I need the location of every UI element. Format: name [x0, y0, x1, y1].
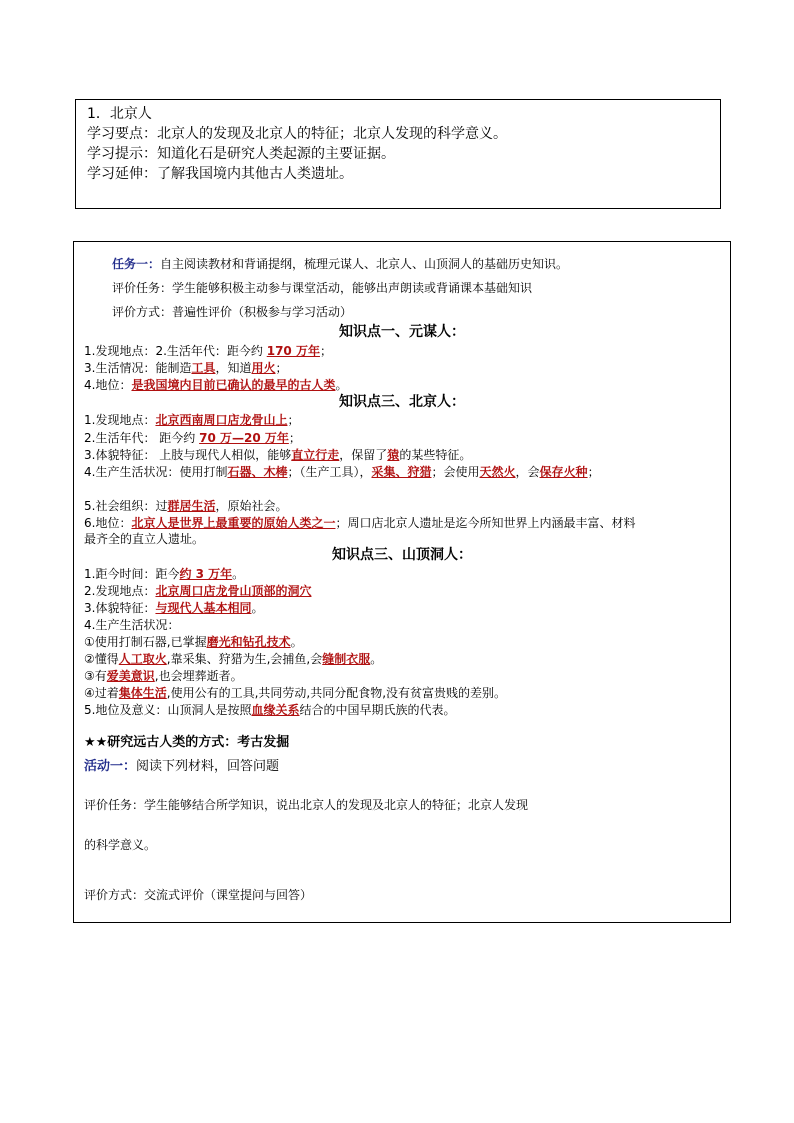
peking-line-5	[84, 498, 287, 514]
highlight: 磨光和钻孔技术	[206, 635, 291, 649]
text: ；	[319, 344, 332, 358]
lesson-title: 1．北京人	[87, 106, 152, 122]
cave-line-4: 4.生产生活状况：	[84, 618, 180, 632]
task-line	[112, 256, 568, 272]
text: 2.生活年代： 距今约	[84, 431, 200, 445]
highlight: 人工取火	[118, 652, 167, 666]
activity-eval-task-1: 评价任务：学生能够结合所学知识，说出北京人的发现及北京人的特征；北京人发现	[84, 798, 529, 812]
text: 。	[290, 635, 303, 649]
cave-line-5	[84, 634, 303, 650]
highlight: 血缘关系	[251, 703, 300, 717]
text: ；周口店北京人遗址是迄今所知世界上内涵最丰富、材料	[335, 516, 636, 530]
cave-line-3	[84, 600, 263, 616]
highlight: 70 万—20 万年	[199, 431, 289, 445]
text: 1.距今时间：距今	[84, 567, 180, 581]
highlight: 北京西南周口店龙骨山上	[155, 413, 288, 427]
cave-line-2	[84, 583, 311, 599]
section-heading-yuanmou: 知识点一、元谋人：	[339, 324, 465, 340]
task-eval-task: 评价任务：学生能够积极主动参与课堂活动，能够出声朗读或背诵课本基础知识	[112, 281, 533, 295]
learning-goals-box	[75, 99, 721, 209]
task-label: 任务一：	[112, 257, 161, 271]
text: ,靠采集、狩猎为生,会捕鱼,会	[166, 652, 323, 666]
text: 。	[370, 652, 383, 666]
activity-label: 活动一：	[84, 759, 137, 774]
highlight: 爱美意识	[106, 669, 155, 683]
highlight: 采集、狩猎	[371, 465, 432, 479]
highlight: 170 万年	[266, 344, 320, 358]
highlight: 用火	[251, 361, 276, 375]
learning-hint: 学习提示：知道化石是研究人类起源的主要证据。	[87, 146, 395, 162]
text: 3.体貌特征：	[84, 601, 156, 615]
task-eval-method: 评价方式：普遍性评价（积极参与学习活动）	[112, 305, 353, 319]
yuanmou-line-3	[84, 377, 347, 393]
activity-eval-method: 评价方式：交流式评价（课堂提问与回答）	[84, 888, 313, 902]
text: 2.发现地点：	[84, 584, 156, 598]
highlight: 北京周口店龙骨山顶部的洞穴	[155, 584, 312, 598]
cave-line-8	[84, 685, 506, 701]
highlight: 群居生活	[167, 499, 216, 513]
highlight: 与现代人基本相同	[155, 601, 252, 615]
text: 结合的中国早期氏族的代表。	[299, 703, 456, 717]
text: ，保留了	[339, 448, 388, 462]
activity-eval-task-2: 的科学意义。	[84, 838, 157, 852]
text: 4.地位：	[84, 378, 132, 392]
highlight: 石器、木棒	[227, 465, 288, 479]
peking-line-4	[84, 464, 600, 480]
text: 。	[335, 378, 348, 392]
learning-extension: 学习延伸：了解我国境内其他古人类遗址。	[87, 166, 353, 182]
text: 5.地位及意义：山顶洞人是按照	[84, 703, 252, 717]
peking-line-6	[84, 515, 635, 531]
text: 3.体貌特征： 上肢与现代人相似，能够	[84, 448, 292, 462]
cave-line-6	[84, 651, 382, 667]
highlight: 直立行走	[291, 448, 340, 462]
text: ,也会埋葬逝者。	[154, 669, 243, 683]
text: 。	[251, 601, 264, 615]
activity-text: 阅读下列材料，回答问题	[136, 759, 280, 774]
text: ；	[288, 431, 301, 445]
text: ；会使用	[431, 465, 480, 479]
highlight: 工具	[191, 361, 216, 375]
text: ③有	[84, 669, 107, 683]
text: ，原始社会。	[215, 499, 288, 513]
highlight: 是我国境内目前已确认的最早的古人类	[131, 378, 336, 392]
text: 。	[232, 567, 245, 581]
highlight: 约 3 万年	[179, 567, 233, 581]
text: 4.生产生活状况：使用打制	[84, 465, 228, 479]
highlight: 缝制衣服	[322, 652, 371, 666]
highlight: 集体生活	[118, 686, 167, 700]
peking-line-6-cont: 最齐全的直立人遗址。	[84, 532, 205, 546]
task-text: 自主阅读教材和背诵提纲，梳理元谋人、北京人、山顶洞人的基础历史知识。	[160, 257, 569, 271]
cave-line-7	[84, 668, 243, 684]
text: ①使用打制石器,已掌握	[84, 635, 207, 649]
highlight: 北京人是世界上最重要的原始人类之一	[131, 516, 336, 530]
activity-line	[84, 759, 279, 775]
cave-line-9	[84, 702, 455, 718]
yuanmou-line-2	[84, 360, 288, 376]
text: 的某些特征。	[399, 448, 472, 462]
text: ，知道	[215, 361, 252, 375]
peking-line-1	[84, 412, 299, 428]
text: ；	[275, 361, 288, 375]
text: ②懂得	[84, 652, 119, 666]
peking-line-3	[84, 447, 471, 463]
text: ；（生产工具），	[287, 465, 372, 479]
highlight: 猿	[387, 448, 400, 462]
lesson-content-box	[73, 241, 731, 923]
learning-points: 学习要点：北京人的发现及北京人的特征；北京人发现的科学意义。	[87, 126, 507, 142]
cave-line-1	[84, 566, 244, 582]
text: 1.发现地点：2.生活年代：距今约	[84, 344, 267, 358]
text: 1.发现地点：	[84, 413, 156, 427]
highlight: 保存火种	[539, 465, 588, 479]
section-heading-upper-cave: 知识点三、山顶洞人：	[332, 547, 472, 563]
text: ④过着	[84, 686, 119, 700]
text: ,使用公有的工具,共同劳动,共同分配食物,没有贫富贵贱的差别。	[166, 686, 507, 700]
peking-line-2	[84, 430, 301, 446]
section-heading-peking: 知识点三、北京人：	[339, 394, 465, 410]
highlight: 天然火	[479, 465, 516, 479]
yuanmou-line-1	[84, 343, 332, 359]
text: 5.社会组织：过	[84, 499, 168, 513]
research-method: ★★研究远古人类的方式：考古发掘	[84, 735, 290, 750]
text: ，会	[515, 465, 540, 479]
text: ；	[587, 465, 600, 479]
text: 6.地位：	[84, 516, 132, 530]
text: ；	[287, 413, 300, 427]
text: 3.生活情况：能制造	[84, 361, 192, 375]
